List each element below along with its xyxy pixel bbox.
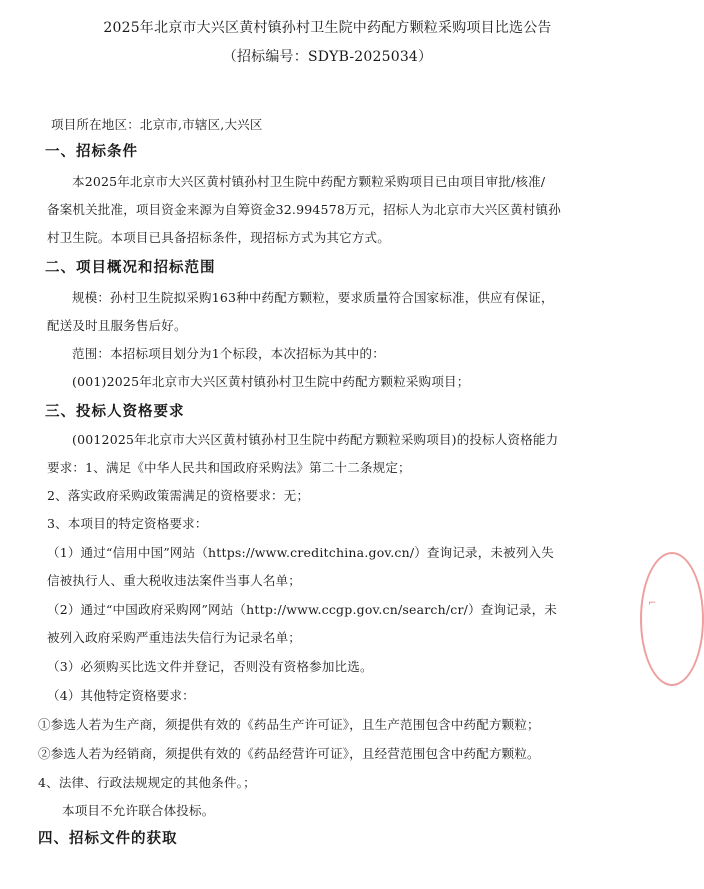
paragraph-line: 本2025年北京市大兴区黄村镇孙村卫生院中药配方颗粒采购项目已由项目审批/核准/ xyxy=(72,174,546,189)
paragraph-line: 信被执行人、重大税收违法案件当事人名单； xyxy=(47,573,302,588)
section-heading-3: 三、投标人资格要求 xyxy=(45,404,185,420)
paragraph-line: （3）必须购买比选文件并登记，否则没有资格参加比选。 xyxy=(47,659,373,674)
project-location: 项目所在地区：北京市,市辖区,大兴区 xyxy=(51,117,263,132)
paragraph-line: 村卫生院。本项目已具备招标条件，现招标方式为其它方式。 xyxy=(47,230,390,245)
paragraph-line: 备案机关批准，项目资金来源为自筹资金32.994578万元，招标人为北京市大兴区黄村镇孙 xyxy=(47,202,561,217)
paragraph-line: 范围：本招标项目划分为1个标段，本次招标为其中的： xyxy=(72,346,385,361)
paragraph-line: 3、本项目的特定资格要求： xyxy=(47,516,208,531)
section-heading-1: 一、招标条件 xyxy=(45,144,138,160)
red-seal-stamp xyxy=(640,552,704,686)
paragraph-line: （2）通过“中国政府采购网”网站（http://www.ccgp.gov.cn/search/cr/）查询记录，未 xyxy=(47,602,557,617)
seal-fragment-glyph: ⌐ xyxy=(648,598,657,609)
paragraph-line: （1）通过“信用中国”网站（https://www.creditchina.gov.cn/）查询记录，未被列入失 xyxy=(47,545,554,560)
document-title: 2025年北京市大兴区黄村镇孙村卫生院中药配方颗粒采购项目比选公告 xyxy=(103,20,552,36)
paragraph-line: （4）其他特定资格要求： xyxy=(47,688,195,703)
section-heading-2: 二、项目概况和招标范围 xyxy=(45,260,216,276)
paragraph-line: 被列入政府采购严重违法失信行为记录名单； xyxy=(47,630,302,645)
paragraph-line: ①参选人若为生产商，须提供有效的《药品生产许可证》，且生产范围包含中药配方颗粒； xyxy=(38,717,540,732)
paragraph-line: 配送及时且服务售后好。 xyxy=(47,318,187,333)
paragraph-line: 规模：孙村卫生院拟采购163种中药配方颗粒，要求质量符合国家标准，供应有保证， xyxy=(72,290,554,305)
paragraph-line: 要求：1、满足《中华人民共和国政府采购法》第二十二条规定； xyxy=(47,460,411,475)
paragraph-line: ②参选人若为经销商，须提供有效的《药品经营许可证》，且经营范围包含中药配方颗粒。 xyxy=(38,746,540,761)
paragraph-line: 2、落实政府采购政策需满足的资格要求：无； xyxy=(47,488,310,503)
paragraph-line: 本项目不允许联合体投标。 xyxy=(62,803,215,818)
paragraph-line: 4、法律、行政法规规定的其他条件。； xyxy=(38,775,256,790)
paragraph-line: (0012025年北京市大兴区黄村镇孙村卫生院中药配方颗粒采购项目)的投标人资格能力 xyxy=(72,432,559,447)
section-heading-4: 四、招标文件的获取 xyxy=(38,831,178,847)
tender-code: （招标编号：SDYB-2025034） xyxy=(222,49,433,65)
paragraph-line: (001)2025年北京市大兴区黄村镇孙村卫生院中药配方颗粒采购项目； xyxy=(72,374,470,389)
